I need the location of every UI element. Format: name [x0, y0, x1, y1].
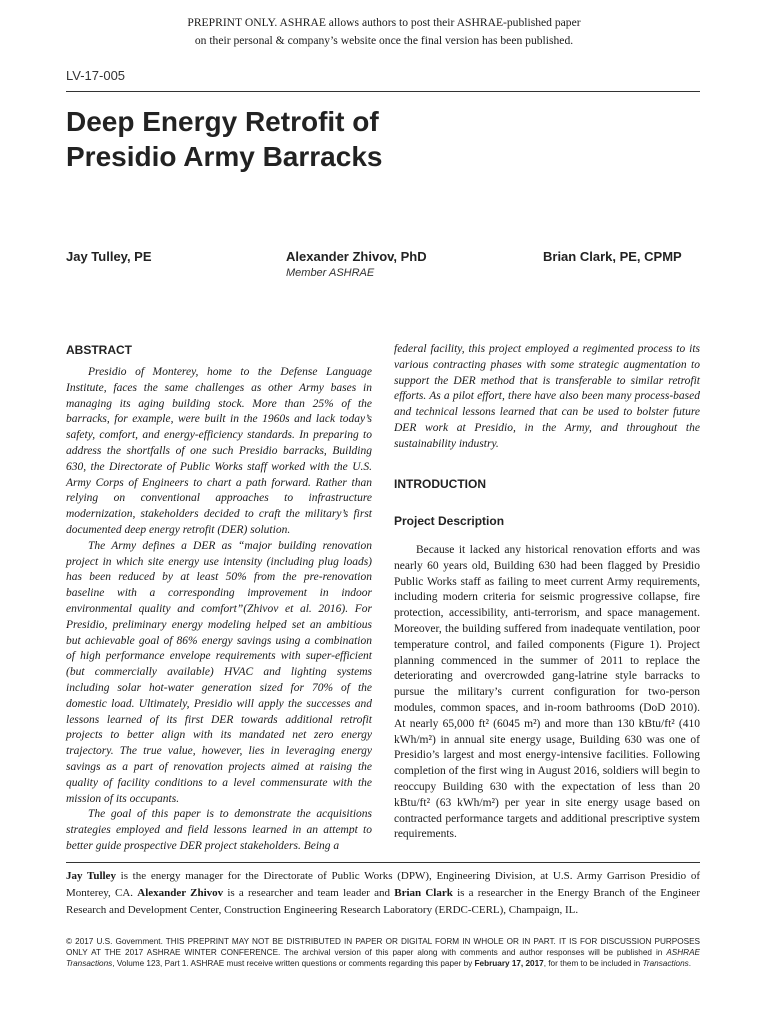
footnote-author-3: Brian Clark — [394, 887, 453, 899]
preprint-notice — [0, 14, 768, 50]
introduction-heading: INTRODUCTION — [394, 477, 486, 491]
footnote-text-3: is a researcher in the Energy Branch of the Engineer Research and Development Center, Construction Engineering Research Laboratory (ERDC-CERL), Champaign, IL. — [66, 887, 700, 916]
abstract-paragraph-3: The goal of this paper is to demonstrate the acquisitions strategies employed and field lessons learned in an attempt to better guide prospective DER project stakeholders. Being a — [66, 808, 372, 852]
preprint-notice-line-1: PREPRINT ONLY. ASHRAE allows authors to post their ASHRAE-published paper — [187, 16, 581, 29]
abstract-body — [66, 365, 372, 855]
paper-title-line-1: Deep Energy Retrofit of — [66, 106, 379, 137]
abstract-paragraph-1: Presidio of Monterey, home to the Defense Language Institute, faces the same challenges as other Army bases in managing its aging building stock. More than 25% of the barracks, for example, were built in the 1960s and lack today’s safety, comfort, and energy-efficiency standards. In preparing to address the shortfalls of one such Presidio barracks, Building 630, the Directorate of Public Works staff worked with the U.S. Army Corps of Engineers to chart a path forward. Rather than relying on conventional approaches to infrastructure modernization, stakeholders decided to craft the military’s first documented deep energy retrofit (DER) solution. — [66, 366, 372, 536]
footnote-author-1: Jay Tulley — [66, 870, 116, 882]
project-description-subheading: Project Description — [394, 514, 505, 528]
author-3-name: Brian Clark, PE, CPMP — [543, 249, 682, 264]
paper-title-line-2: Presidio Army Barracks — [66, 141, 383, 172]
author-footnote — [66, 868, 700, 919]
copyright-part-3: , for them to be included in — [543, 959, 643, 968]
author-2-affiliation: Member ASHRAE — [286, 267, 375, 279]
introduction-paragraph-1: Because it lacked any historical renovation efforts and was nearly 60 years old, Building 630 had been flagged by Presidio Public Works staff as failing to meet current Army requirements, including modern criteria for seismic progressive collapse, fire protection, accessibility, anti-terrorism, and space management. Moreover, the building suffered from inadequate ventilation, poor temperature control, and failed components (Figure 1). Project planning commenced in the summer of 2011 to replace the deteriorating and overcrowded gang-latrine style barracks to pursue the military’s current configuration for two-person modules, common spaces, and in-room bathrooms (DoD 2010). At nearly 65,000 ft² (6045 m²) and more than 130 kBtu/ft² (410 kWh/m²) in annual site energy usage, Building 630 was one of Presidio’s largest and most energy-intensive facilities. Following completion of the first wing in August 2016, soldiers will begin to reoccupy Building 630 with the expectation of less than 20 kBtu/ft² (63 kWh/m²) per year in site energy usage based on contracted performance targets and additional prescriptive system requirements. — [394, 544, 700, 841]
footnote-text-1: is the energy manager for the Directorate of Public Works (DPW), Engineering Division, at U.S. Army Garrison Presidio of Monterey, CA. — [66, 870, 701, 899]
abstract-paragraph-3-continued: federal facility, this project employed a regimented process to its various contracting phases with some strategic augmentation to support the DER method that is transferable to similar retrofit efforts. As a pilot effort, there have also been many process-based and technical lessons learned that can be used to bolster future DER work at Presidio, in the Army, and throughout the sustainability industry. — [394, 343, 700, 450]
copyright-journal-2: Transactions — [642, 959, 689, 968]
copyright-part-1: © 2017 U.S. Government. THIS PREPRINT MAY NOT BE DISTRIBUTED IN PAPER OR DIGITAL FORM IN WHOLE OR IN PART. IT IS FOR DISCUSSION PURPOSES ONLY AT THE 2017 ASHRAE WINTER CONFERENCE. The archival version of this paper along with comments and author responses will be published in — [66, 937, 700, 957]
copyright-part-4: . — [688, 959, 692, 968]
author-1-name: Jay Tulley, PE — [66, 249, 152, 264]
footnote-author-2: Alexander Zhivov — [137, 887, 224, 899]
copyright-notice — [66, 936, 700, 969]
footnote-text-2: is a researcher and team leader and — [223, 887, 395, 899]
document-id: LV-17-005 — [66, 68, 126, 83]
introduction-body — [394, 543, 700, 843]
paper-title — [66, 104, 706, 174]
abstract-heading: ABSTRACT — [66, 343, 132, 357]
abstract-continuation — [394, 342, 700, 453]
copyright-part-2: , Volume 123, Part 1. ASHRAE must receive written questions or comments regarding this paper by — [112, 959, 475, 968]
footnote-divider — [66, 862, 700, 863]
abstract-paragraph-2: The Army defines a DER as “major building renovation project in which site energy use intensity (including plug loads) has been reduced by at least 50% from the pre-renovation baseline with a corresponding improvement in indoor environmental quality and comfort”(Zhivov et al. 2016). For Presidio, preliminary energy modeling helped set an ambitious but achievable goal of 86% energy savings using a combination of high performance envelope requirements with super-efficient (but commercially available) HVAC and lighting systems including solar hot-water generation sized for 70% of the domestic load. Ultimately, Presidio will apply the successes and lessons learned of its first DER towards additional retrofit projects to better align with its mandated net zero energy trajectory. The true value, however, lies in leveraging energy savings as a part of renovation projects aimed at raising the quality of facility conditions to a level commensurate with the mission of its occupants. — [66, 539, 372, 805]
author-2-name: Alexander Zhivov, PhD — [286, 249, 427, 264]
copyright-deadline: February 17, 2017 — [474, 959, 544, 968]
preprint-notice-line-2: on their personal & company’s website once the final version has been published. — [194, 34, 574, 47]
header-divider — [66, 91, 700, 92]
copyright-journal-1: ASHRAE Transactions — [66, 948, 700, 968]
